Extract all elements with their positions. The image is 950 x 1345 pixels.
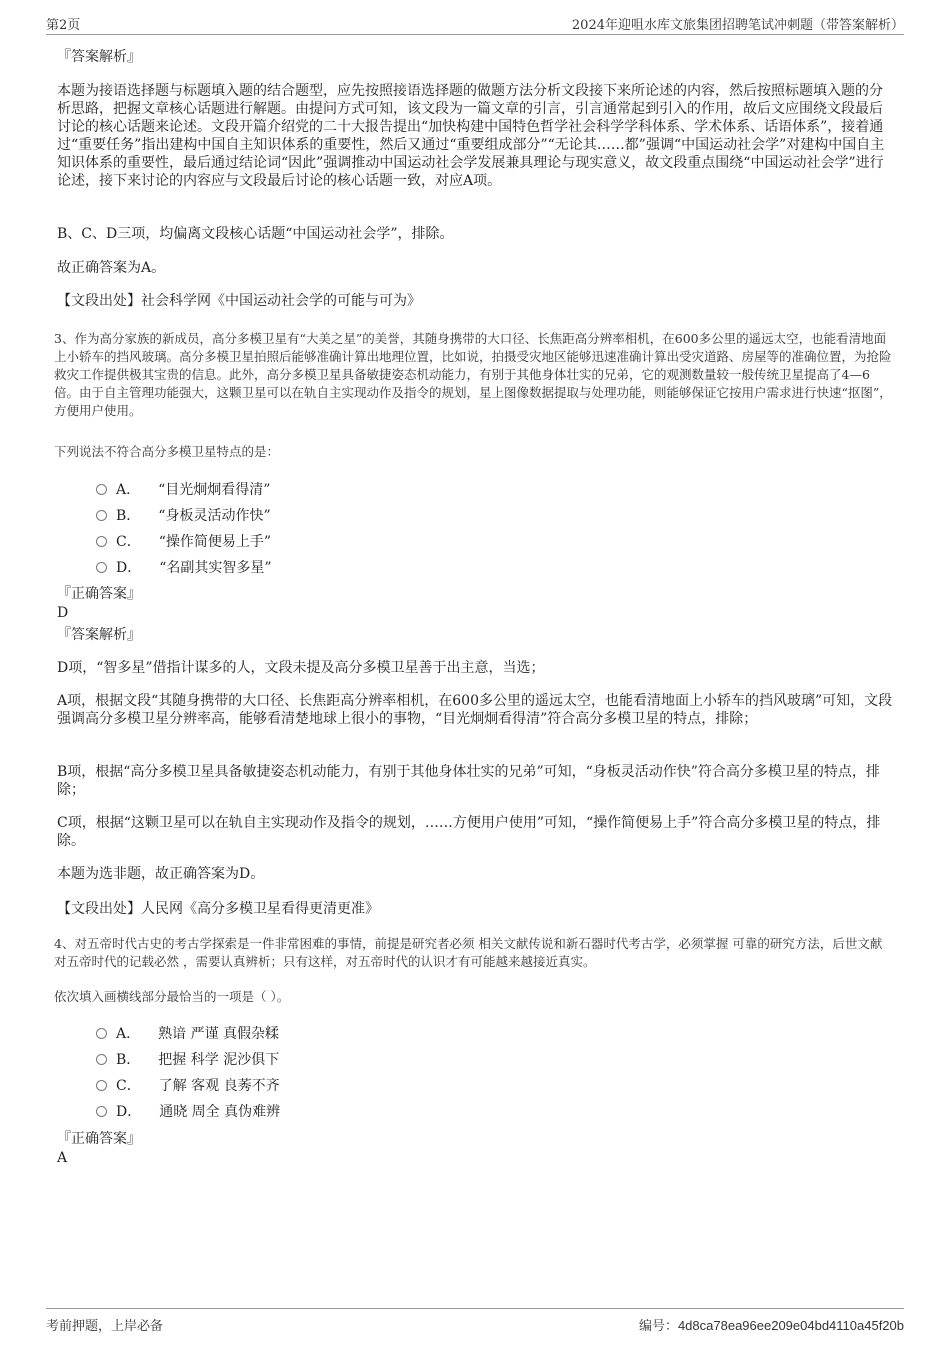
q3-analysis-paragraph: 本题为选非题，故正确答案为D。	[57, 866, 265, 882]
page-footer	[46, 1308, 904, 1335]
radio-icon[interactable]	[96, 1054, 107, 1065]
q3-analysis-paragraph: B项，根据“高分多模卫星具备敏捷姿态机动能力，有别于其他身体壮实的兄弟”可知，“身板灵活动作快”符合高分多模卫星的特点，排除；	[57, 764, 880, 798]
radio-icon[interactable]	[96, 484, 107, 495]
q4-answer-label: 『正确答案』	[57, 1131, 141, 1147]
q3-option-a[interactable]: A． “目光炯炯看得清”	[96, 481, 270, 499]
q3-option-b[interactable]: B． “身板灵活动作快”	[96, 507, 271, 525]
page-number: 第2页	[46, 18, 81, 33]
radio-icon[interactable]	[96, 1028, 107, 1039]
q2-analysis-paragraph: 本题为接语选择题与标题填入题的结合题型，应先按照接语选择题的做题方法分析文段接下来所论述的内容，然后按照标题填入题的分析思路，把握文章核心话题进行解题。由提问方式可知，该文段为一篇文章的引言，引言通常起到引入的作用，故后文应围绕文段最后讨论的核心话题来论述。文段开篇介绍党的二十大报告提出“加快构建中国特色哲学社会科学学科体系、学术体系、话语体系”，接着通过“重要任务”指出建构中国自主知识体系的重要性，然后又通过“重要组成部分”“无论其……都”强调“中国运动社会学”对建构中国自主知识体系的重要性，最后通过结论词“因此”强调推动中国运动社会学发展兼具理论与现实意义，故文段重点围绕“中国运动社会学”进行论述，接下来讨论的内容应与文段最后讨论的核心话题一致，对应A项。	[57, 83, 885, 189]
radio-icon[interactable]	[96, 536, 107, 547]
q4-option-d[interactable]: D． 通晓 周全 真伪难辨	[96, 1103, 280, 1121]
q3-analysis-paragraph: D项，“智多星”借指计谋多的人，文段未提及高分多模卫星善于出主意，当选；	[57, 660, 545, 676]
q3-analysis-paragraph: A项，根据文段“其随身携带的大口径、长焦距高分辨率相机，在600多公里的遥远太空，也能看清地面上小轿车的挡风玻璃”可知，文段强调高分多模卫星分辨率高，能够看清楚地球上很小的事物，“目光炯炯看得清”符合高分多模卫星的特点，排除；	[57, 693, 893, 727]
q4-answer: A	[57, 1150, 68, 1166]
q3-answer: D	[57, 605, 69, 621]
document-title: 2024年迎咀水库文旅集团招聘笔试冲刺题（带答案解析）	[571, 18, 904, 33]
footer-slogan: 考前押题，上岸必备	[46, 1319, 164, 1334]
page-header	[46, 12, 904, 35]
q3-analysis-label: 『答案解析』	[57, 627, 141, 643]
q4-stem: 4、对五帝时代古史的考古学探索是一件非常困难的事情，前提是研究者必须 相关文献传说和新石器时代考古学，必须掌握 可靠的研究方法，后世文献对五帝时代的记载必然 ，需要认真辨析；只有这样，对五帝时代的认识才有可能越来越接近真实。	[54, 936, 883, 969]
q2-analysis-paragraph: B、C、D三项，均偏离文段核心话题“中国运动社会学”，排除。	[57, 226, 454, 242]
q3-source: 【文段出处】人民网《高分多模卫星看得更清更准》	[57, 901, 379, 917]
q2-analysis-paragraph: 故正确答案为A。	[57, 260, 166, 276]
q3-answer-label: 『正确答案』	[57, 586, 141, 602]
q2-analysis-label: 『答案解析』	[57, 49, 141, 65]
q3-option-c[interactable]: C． “操作简便易上手”	[96, 533, 271, 551]
q4-option-a[interactable]: A． 熟谙 严谨 真假杂糅	[96, 1025, 279, 1043]
radio-icon[interactable]	[96, 562, 107, 573]
radio-icon[interactable]	[96, 1106, 107, 1117]
q3-question: 下列说法不符合高分多模卫星特点的是：	[54, 444, 280, 459]
document-id: 编号：4d8ca78ea96ee209e04bd4110a45f20b	[638, 1318, 904, 1333]
q4-option-b[interactable]: B． 把握 科学 泥沙俱下	[96, 1051, 279, 1069]
q4-question: 依次填入画横线部分最恰当的一项是（ ）。	[54, 989, 290, 1004]
q2-source: 【文段出处】社会科学网《中国运动社会学的可能与可为》	[57, 293, 421, 309]
q3-stem: 3、作为高分家族的新成员，高分多模卫星有“大美之星”的美誉，其随身携带的大口径、长焦距高分辨率相机，在600多公里的遥远太空，也能看清地面上小轿车的挡风玻璃。高分多模卫星拍照后能够准确计算出地理位置，比如说，拍摄受灾地区能够迅速准确计算出受灾道路、房屋等的准确位置，为抢险救灾工作提供极其宝贵的信息。此外，高分多模卫星具备敏捷姿态机动能力，有别于其他身体壮实的兄弟，它的观测数量较一般传统卫星提高了4—6倍。由于自主管理功能强大，这颗卫星可以在轨自主实现动作及指令的规划，星上图像数据提取与处理功能，则能够保证它按用户需求进行快速“抠图”，方便用户使用。	[54, 331, 892, 418]
radio-icon[interactable]	[96, 510, 107, 521]
q3-analysis-paragraph: C项，根据“这颗卫星可以在轨自主实现动作及指令的规划，……方便用户使用”可知，“操作简便易上手”符合高分多模卫星的特点，排除。	[57, 815, 881, 849]
q4-option-c[interactable]: C． 了解 客观 良莠不齐	[96, 1077, 280, 1095]
q3-option-d[interactable]: D． “名副其实智多星”	[96, 559, 272, 577]
radio-icon[interactable]	[96, 1080, 107, 1091]
